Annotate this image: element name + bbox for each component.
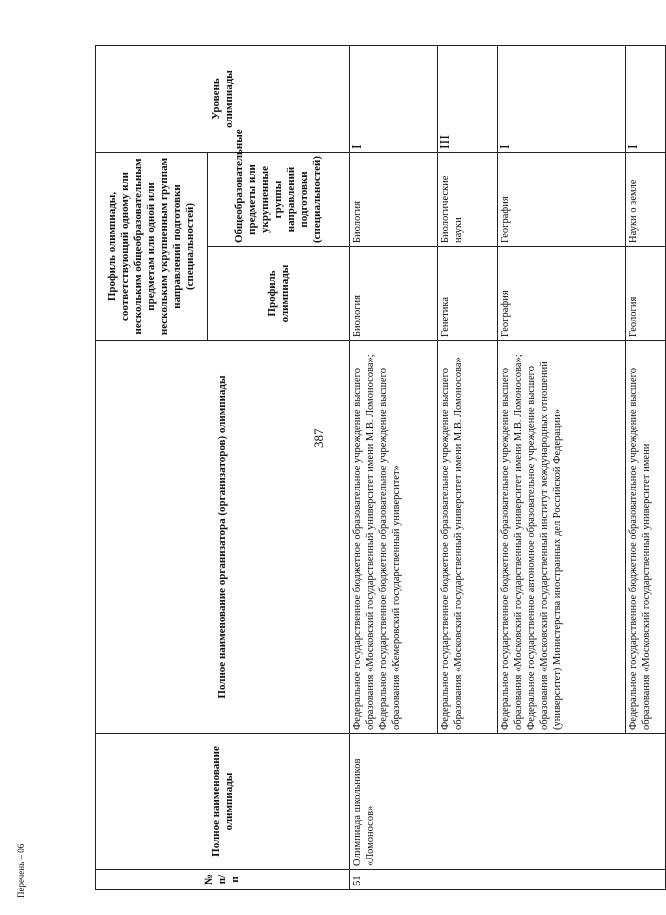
olympiad-num: 51 <box>350 870 666 890</box>
organizer-cell: Федеральное государственное бюджетное образовательное учреждение высшего образования «Московский государственный университет имени М.В. Ломоносова» <box>438 341 498 734</box>
profile-cell: Генетика <box>438 247 498 341</box>
subject-cell: География <box>498 153 626 247</box>
subject-cell: Науки о земле <box>626 153 666 247</box>
table-row <box>350 46 438 890</box>
organizer-cell: Федеральное государственное бюджетное образовательное учреждение высшего образования «Московский государственный университет имени М.В. Ломоносова»; Федеральное государственное автономное образовательное учреждение высшего образования «Московский государственный институт международных отношений (университет) Министерства иностранных дел Российской Федерации» <box>498 341 626 734</box>
header-num: № п/п <box>96 870 350 890</box>
level-cell: I <box>350 46 438 153</box>
header-profile-group: Профиль олимпиады, соответствующий одному или нескольким общеобразовательным предметам или одной или нескольким укрупненным группам направлений подготовки (специальностей) <box>96 153 208 341</box>
subject-cell: Биология <box>350 153 438 247</box>
header-profile: Профиль олимпиады <box>208 247 350 341</box>
page-number: 387 <box>311 428 326 448</box>
olympiad-name: Олимпиада школьников «Ломоносов» <box>350 734 666 870</box>
organizer-cell: Федеральное государственное бюджетное образовательное учреждение высшего образования «Московский государственный университет имени <box>626 341 666 734</box>
olympiad-table <box>95 45 666 890</box>
header-level: Уровень олимпиады <box>96 46 350 153</box>
rotated-table-wrapper <box>95 46 652 890</box>
profile-cell: Биология <box>350 247 438 341</box>
header-subjects: Общеобразовательные предметы или укрупненные группы направлений подготовки (специальностей) <box>208 153 350 247</box>
level-cell: I <box>626 46 666 153</box>
organizer-cell: Федеральное государственное бюджетное образовательное учреждение высшего образования «Московский государственный университет имени М.В. Ломоносова»; Федеральное государственное бюджетное образовательное учреждение высшего образования «Кемеровский государственный университет» <box>350 341 438 734</box>
level-cell: I <box>498 46 626 153</box>
level-cell: III <box>438 46 498 153</box>
profile-cell: География <box>498 247 626 341</box>
footer-note: Перечень – 06 <box>16 843 26 898</box>
profile-cell: Геология <box>626 247 666 341</box>
header-name: Полное наименование олимпиады <box>96 734 350 870</box>
subject-cell: Биологические науки <box>438 153 498 247</box>
header-organizer: Полное наименование организатора (организаторов) олимпиады <box>96 341 350 734</box>
